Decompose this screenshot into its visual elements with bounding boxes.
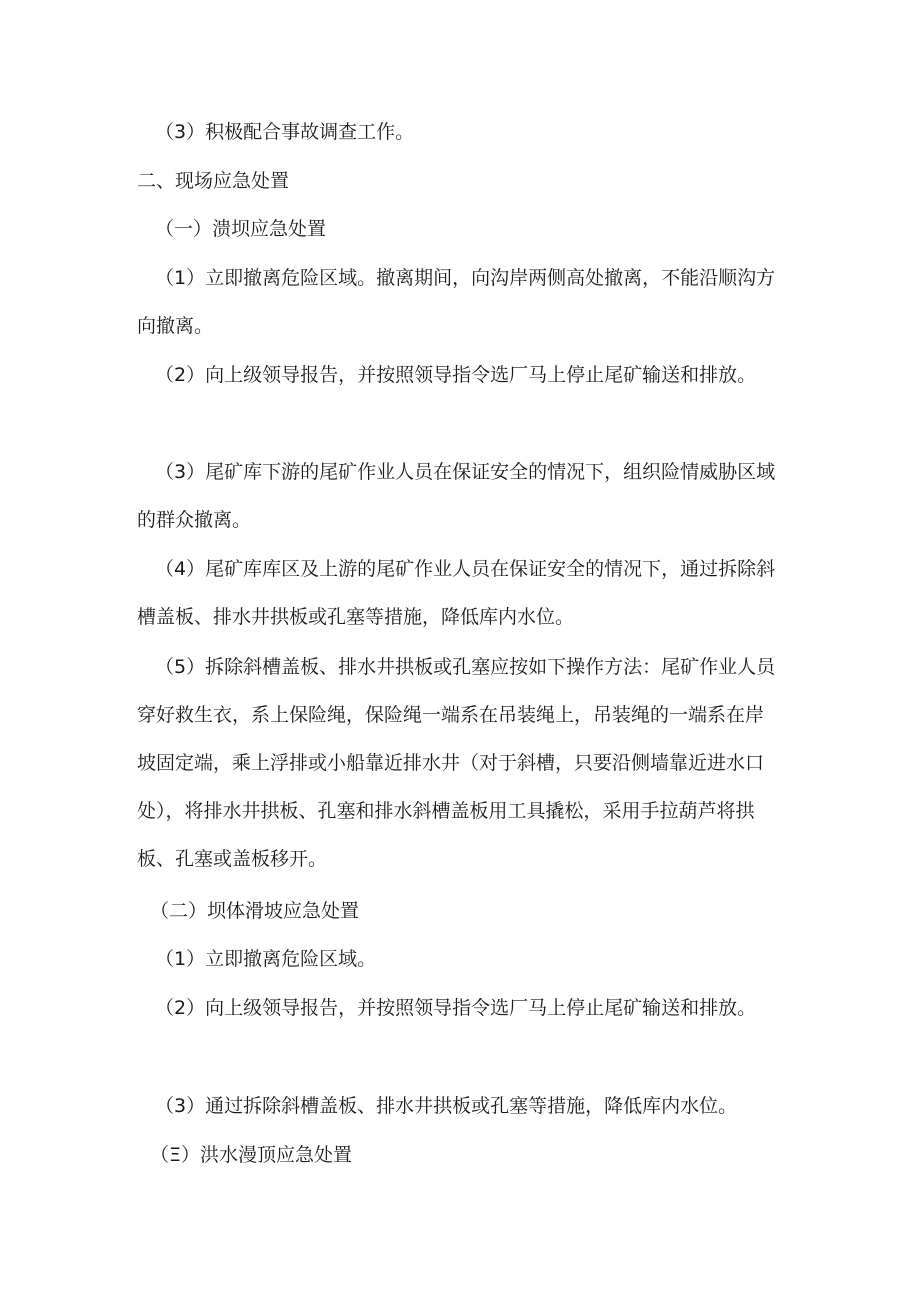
paragraph-dam-4: （4）尾矿库库区及上游的尾矿作业人员在保证安全的情况下，通过拆除斜槽盖板、排水井拱板或孔塞等措施，降低库内水位。 [137,558,776,628]
paragraph-slide-2: （2）向上级领导报告，并按照领导指令选厂马上停止尾矿输送和排放。 [155,997,757,1019]
paragraph-dam-3: （3）尾矿库下游的尾矿作业人员在保证安全的情况下，组织险情威胁区域的群众撤离。 [137,461,776,531]
paragraph-slide-3: （3）通过拆除斜槽盖板、排水井拱板或孔塞等措施，降低库内水位。 [155,1095,738,1117]
paragraph-slide-1: （1）立即撤离危险区域。 [155,948,377,970]
subsection-heading-2: （二）坝体滑坡应急处置 [150,900,360,922]
paragraph-dam-5: （5）拆除斜槽盖板、排水井拱板或孔塞应按如下操作方法：尾矿作业人员穿好救生衣，系上保险绳，保险绳一端系在吊装绳上，吊装绳的一端系在岸坡固定端，乘上浮排或小船靠近排水井（对于斜槽，只要沿侧墙靠近进水口处），将排水井拱板、孔塞和排水斜槽盖板用工具撬松，采用手拉葫芦将拱板、孔塞或盖板移开。 [137,656,776,870]
section-heading-2: 二、现场应急处置 [137,170,290,192]
paragraph-dam-2: （2）向上级领导报告，并按照领导指令选厂马上停止尾矿输送和排放。 [155,364,757,386]
paragraph-1: （3）积极配合事故调查工作。 [155,121,415,143]
subsection-heading-1: （一）溃坝应急处置 [155,218,327,240]
paragraph-dam-1: （1）立即撤离危险区域。撤离期间，向沟岸两侧高处撤离，不能沿顺沟方向撤离。 [137,267,776,337]
subsection-heading-3: （Ξ）洪水漫顶应急处置 [150,1144,353,1166]
